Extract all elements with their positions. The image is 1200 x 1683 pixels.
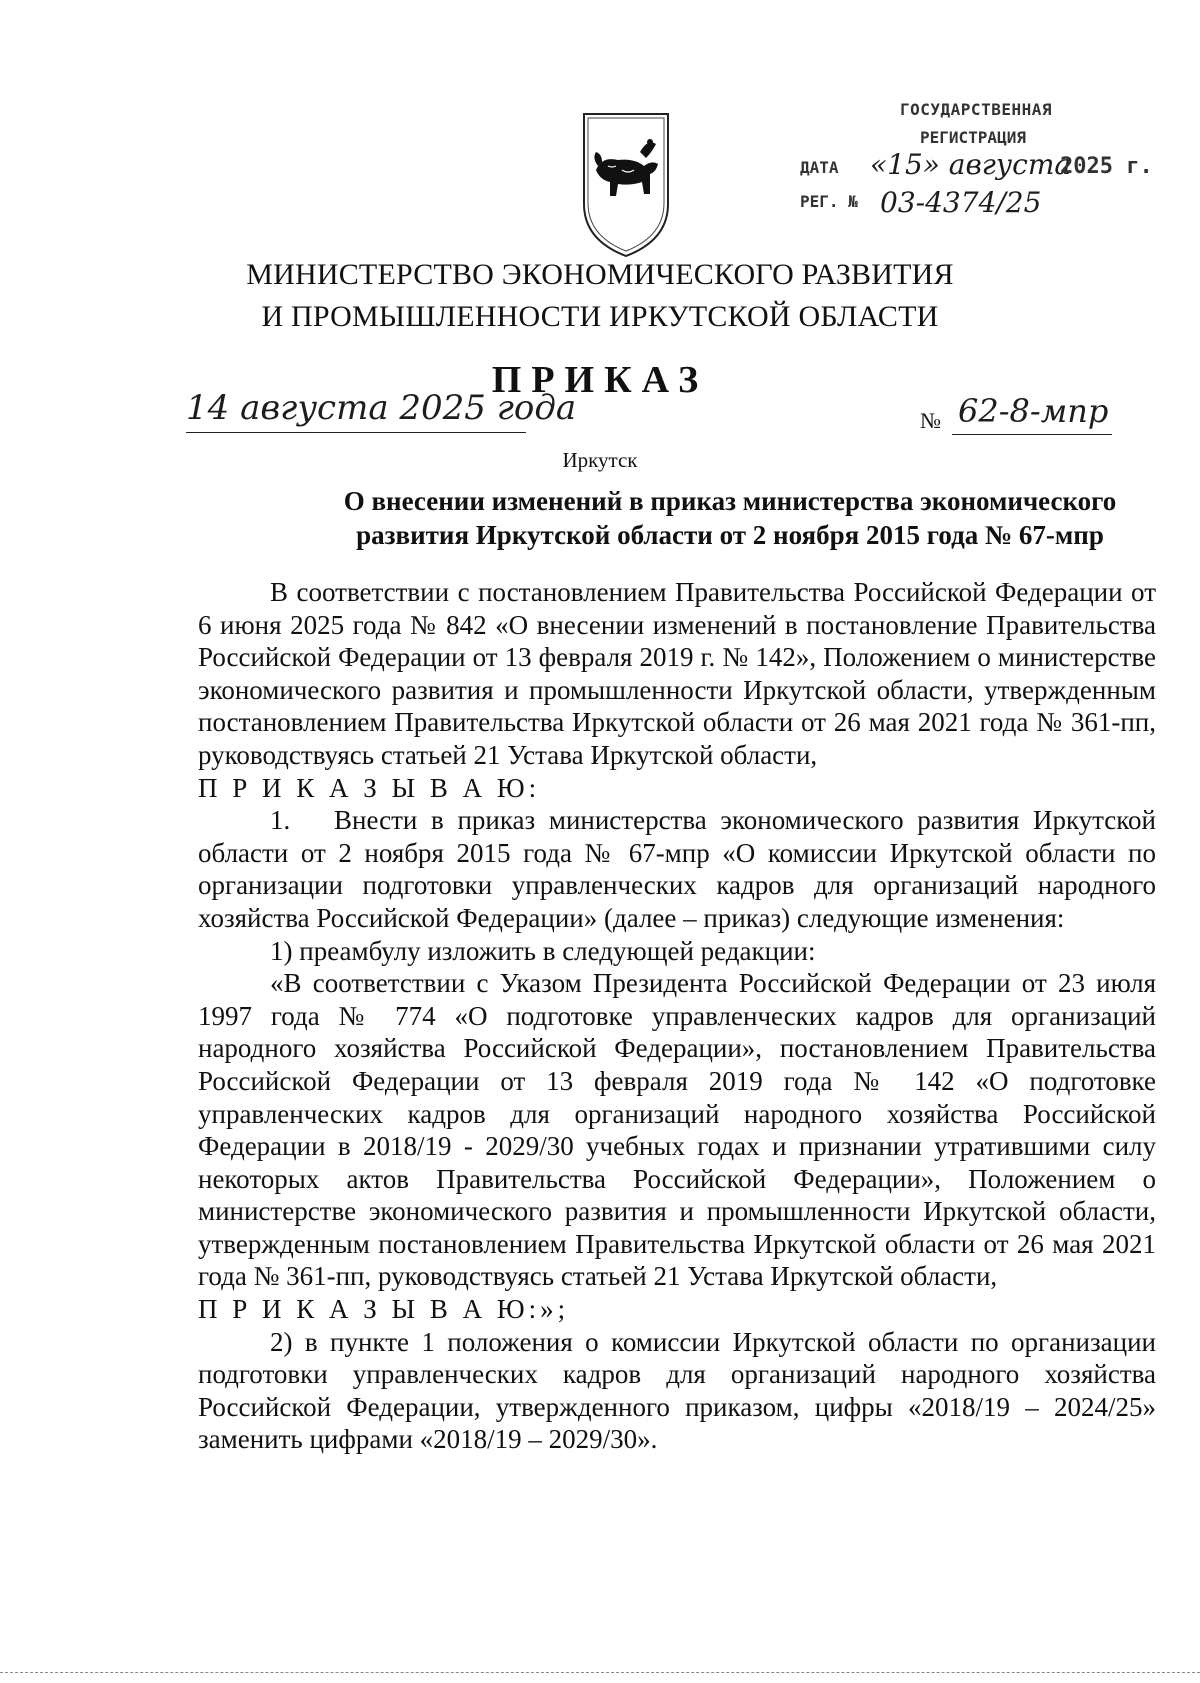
quoted-preamble: «В соответствии с Указом Президента Российской Федерации от 23 июля 1997 года № 774 «О подготовке управленческих кадров для организаций народного хозяйства Российской Федерации», постановлением Правительства Российской Федерации от 13 февраля 2019 года № 142 «О подготовке управленческих кадров для организаций народного хозяйства Российской Федерации в 2018/19 - 2029/30 учебных годах и признании утратившими силу некоторых актов Правительства Российской Федерации», Положением о министерстве экономического развития и промышленности Иркутской области, утвержденным постановлением Правительства Иркутской области от 26 мая 2021 года № 361-пп, руководствуясь статьей 21 Устава Иркутской области,: [198, 968, 1156, 1292]
coat-of-arms-icon: [578, 108, 674, 260]
document-body: [198, 576, 1156, 1456]
document-title-line2: развития Иркутской области от 2 ноября 2015 года № 67-мпр: [356, 520, 1104, 550]
order-date-handwritten: 14 августа 2025 года: [186, 388, 577, 428]
document-title: [300, 484, 1160, 552]
item-1-number: 1.: [270, 805, 291, 836]
subitem-2: 2) в пункте 1 положения о комиссии Иркутской области по организации подготовки управленческих кадров для организаций народного хозяйства Российской Федерации, утвержденного приказом, цифры «2018/19 – 2024/25» заменить цифрами «2018/19 – 2029/30».: [198, 1326, 1156, 1455]
date-underline: [186, 432, 526, 433]
stamp-line1: ГОСУДАРСТВЕННАЯ: [900, 100, 1052, 119]
item-1-paragraph: [198, 804, 1156, 934]
order-number-label: №: [920, 408, 941, 433]
subitem-1: 1) преамбулу изложить в следующей редакции:: [270, 935, 816, 966]
city: Иркутск: [562, 448, 638, 472]
order-word-1: П Р И К А З Ы В А Ю:: [198, 772, 541, 803]
order-heading: ПРИКАЗ: [491, 359, 709, 401]
number-underline: [952, 434, 1112, 435]
order-number-handwritten: 62-8-мпр: [958, 392, 1109, 430]
stamp-reg-label: РЕГ. №: [800, 192, 858, 211]
stamp-year: 2025 г.: [1060, 154, 1153, 179]
stamp-line2: РЕГИСТРАЦИЯ: [920, 128, 1026, 147]
stamp-date-label: ДАТА: [800, 158, 839, 177]
bottom-edge-line: [0, 1672, 1200, 1673]
order-word-2: П Р И К А З Ы В А Ю:»;: [198, 1294, 570, 1325]
document-title-line1: О внесении изменений в приказ министерства экономического: [343, 486, 1117, 516]
preamble-paragraph: В соответствии с постановлением Правительства Российской Федерации от 6 июня 2025 года № 842 «О внесении изменений в постановление Правительства Российской Федерации от 13 февраля 2019 г. № 142», Положением о министерстве экономического развития и промышленности Иркутской области, утвержденным постановлением Правительства Иркутской области от 26 мая 2021 года № 361-пп, руководствуясь статьей 21 Устава Иркутской области,: [198, 577, 1156, 770]
stamp-date-handwritten: «15» августа: [870, 148, 1072, 181]
stamp-reg-number-handwritten: 03-4374/25: [880, 186, 1042, 219]
ministry-name-line1: МИНИСТЕРСТВО ЭКОНОМИЧЕСКОГО РАЗВИТИЯ: [246, 258, 954, 291]
ministry-name-line2: И ПРОМЫШЛЕННОСТИ ИРКУТСКОЙ ОБЛАСТИ: [261, 300, 939, 333]
item-1-text: Внести в приказ министерства экономического развития Иркутской области от 2 ноября 2015 года № 67-мпр «О комиссии Иркутской области по организации подготовки управленческих кадров для организаций народного хозяйства Российской Федерации» (далее – приказ) следующие изменения:: [198, 805, 1156, 933]
